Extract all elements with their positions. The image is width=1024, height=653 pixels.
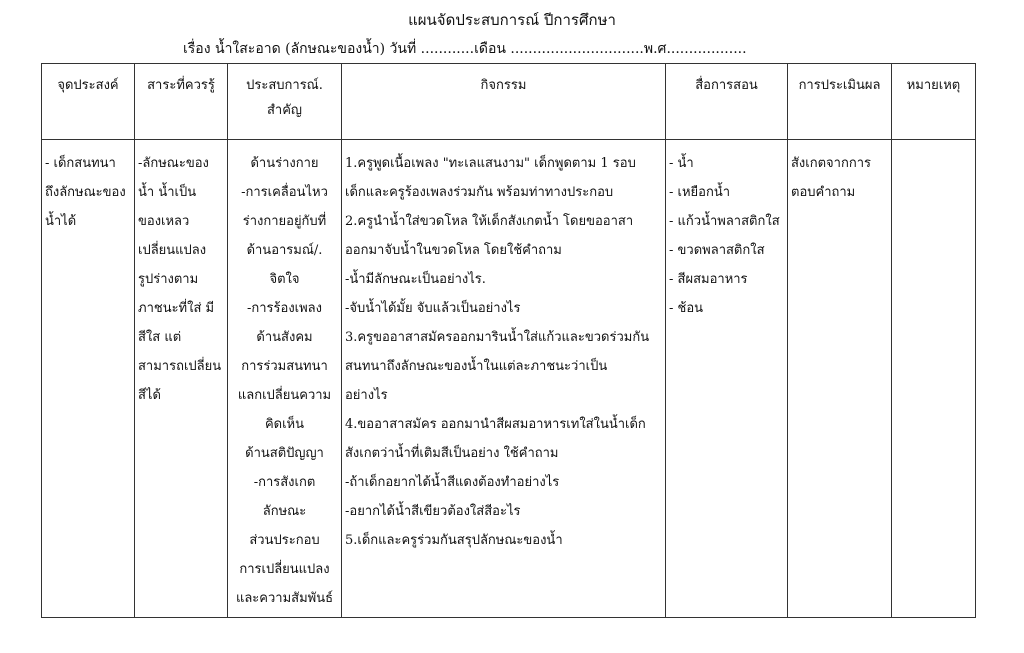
header-content: สาระที่ควรรู้ <box>135 64 228 140</box>
activity-lines-item: -อยากได้น้ำสีเขียวต้องใส่สีอะไร <box>345 504 521 519</box>
experience-lines-item: ส่วนประกอบ <box>249 533 320 548</box>
experience-lines-item: ด้านร่างกาย <box>250 156 319 171</box>
header-experience-line-2: สำคัญ <box>266 103 302 118</box>
media-lines-item: - น้ำ <box>669 156 694 171</box>
content-lines-item: สามารถเปลี่ยน <box>138 359 222 374</box>
content-lines-item: ของเหลว <box>138 214 190 229</box>
document-subtitle: เรื่อง น้ำใสะอาด (ลักษณะของน้ำ) วันที่ ............เดือน ..............................พ.ศ.................. <box>183 41 747 57</box>
table-header-row <box>42 64 976 140</box>
media-lines-item: - ช้อน <box>669 301 704 316</box>
activity-lines-item: -จับน้ำได้มั้ย จับแล้วเป็นอย่างไร <box>345 301 521 316</box>
media-lines-item: - ขวดพลาสติกใส <box>669 243 765 258</box>
objective-lines-item: ถึงลักษณะของ <box>45 185 126 200</box>
experience-lines-item: แลกเปลี่ยนความ <box>237 388 332 403</box>
objective-lines-item: น้ำได้ <box>45 214 77 229</box>
header-objective: จุดประสงค์ <box>42 64 135 140</box>
header-media: สื่อการสอน <box>666 64 788 140</box>
evaluation-lines-item: ตอบคำถาม <box>791 185 856 200</box>
content-lines-item: -ลักษณะของ <box>138 156 209 171</box>
activity-lines-item: 2.ครูนำน้ำใส่ขวดโหล ให้เด็กสังเกตน้ำ โดยขออาสา <box>345 214 634 229</box>
objective-cell <box>42 140 135 618</box>
experience-lines-item: การเปลี่ยนแปลง <box>239 562 330 577</box>
activity-lines-item: อย่างไร <box>345 388 388 403</box>
experience-cell <box>228 140 342 618</box>
experience-lines-item: การร่วมสนทนา <box>241 359 328 374</box>
content-lines-item: เปลี่ยนแปลง <box>138 243 207 258</box>
experience-lines-item: ร่างกายอยู่กับที่ <box>242 214 327 229</box>
experience-lines-item: และความสัมพันธ์ <box>235 591 334 606</box>
activity-lines-item: สนทนาถึงลักษณะของน้ำในแต่ละภาชนะว่าเป็น <box>345 359 608 374</box>
activity-lines-item: สังเกตว่าน้ำที่เติมสีเป็นอย่าง ใช้คำถาม <box>345 446 559 461</box>
evaluation-cell <box>788 140 892 618</box>
content-lines-item: ภาชนะที่ใส่ มี <box>138 301 215 316</box>
content-cell <box>135 140 228 618</box>
document-title: แผนจัดประสบการณ์ ปีการศึกษา <box>408 11 616 29</box>
experience-lines-item: -การเคลื่อนไหว <box>241 185 328 200</box>
experience-lines-item: ด้านสังคม <box>256 330 313 345</box>
activity-lines-item: -น้ำมีลักษณะเป็นอย่างไร. <box>345 272 486 287</box>
activity-lines-item: -ถ้าเด็กอยากได้น้ำสีแดงต้องทำอย่างไร <box>345 475 560 490</box>
header-activities: กิจกรรม <box>342 64 666 140</box>
header-experience <box>228 64 342 140</box>
lesson-plan-table <box>41 63 976 618</box>
experience-lines-item: ด้านสติปัญญา <box>245 446 324 461</box>
media-lines-item: - เหยือกน้ำ <box>669 185 731 200</box>
content-lines-item: รูปร่างตาม <box>138 272 199 287</box>
activity-lines-item: 5.เด็กและครูร่วมกันสรุปลักษณะของน้ำ <box>345 533 563 548</box>
remarks-cell <box>892 140 976 618</box>
experience-lines-item: -การสังเกต <box>253 475 316 490</box>
header-evaluation: การประเมินผล <box>788 64 892 140</box>
activity-lines-item: ออกมาจับน้ำในขวดโหล โดยใช้คำถาม <box>345 243 562 258</box>
content-lines-item: สีใส แต่ <box>138 330 182 345</box>
experience-lines-item: จิตใจ <box>269 272 300 287</box>
media-lines-item: - แก้วน้ำพลาสติกใส <box>669 214 780 229</box>
experience-lines-item: -การร้องเพลง <box>246 301 322 316</box>
header-remarks: หมายเหตุ <box>892 64 976 140</box>
experience-lines-item: ลักษณะ <box>262 504 307 519</box>
objective-lines-item: - เด็กสนทนา <box>45 156 116 171</box>
media-cell <box>666 140 788 618</box>
media-lines-item: - สีผสมอาหาร <box>669 272 748 287</box>
header-experience-line-1: ประสบการณ์. <box>246 78 323 93</box>
table-row <box>42 140 976 618</box>
content-lines-item: น้ำ น้ำเป็น <box>138 185 197 200</box>
experience-lines-item: ด้านอารมณ์/. <box>246 243 323 258</box>
content-lines-item: สีได้ <box>138 388 161 403</box>
activity-lines-item: 1.ครูพูดเนื้อเพลง "ทะเลแสนงาม" เด็กพูดตาม 1 รอบ <box>345 156 636 171</box>
activity-lines-item: 4.ขออาสาสมัคร ออกมานำสีผสมอาหารเทใส่ในน้ำเด็ก <box>345 417 646 432</box>
evaluation-lines-item: สังเกตจากการ <box>791 156 871 171</box>
activities-cell <box>342 140 666 618</box>
experience-lines-item: คิดเห็น <box>264 417 305 432</box>
activity-lines-item: 3.ครูขออาสาสมัครออกมารินน้ำใส่แก้วและขวดร่วมกัน <box>345 330 650 345</box>
activity-lines-item: เด็กและครูร้องเพลงร่วมกัน พร้อมท่าทางประกอบ <box>345 185 614 200</box>
